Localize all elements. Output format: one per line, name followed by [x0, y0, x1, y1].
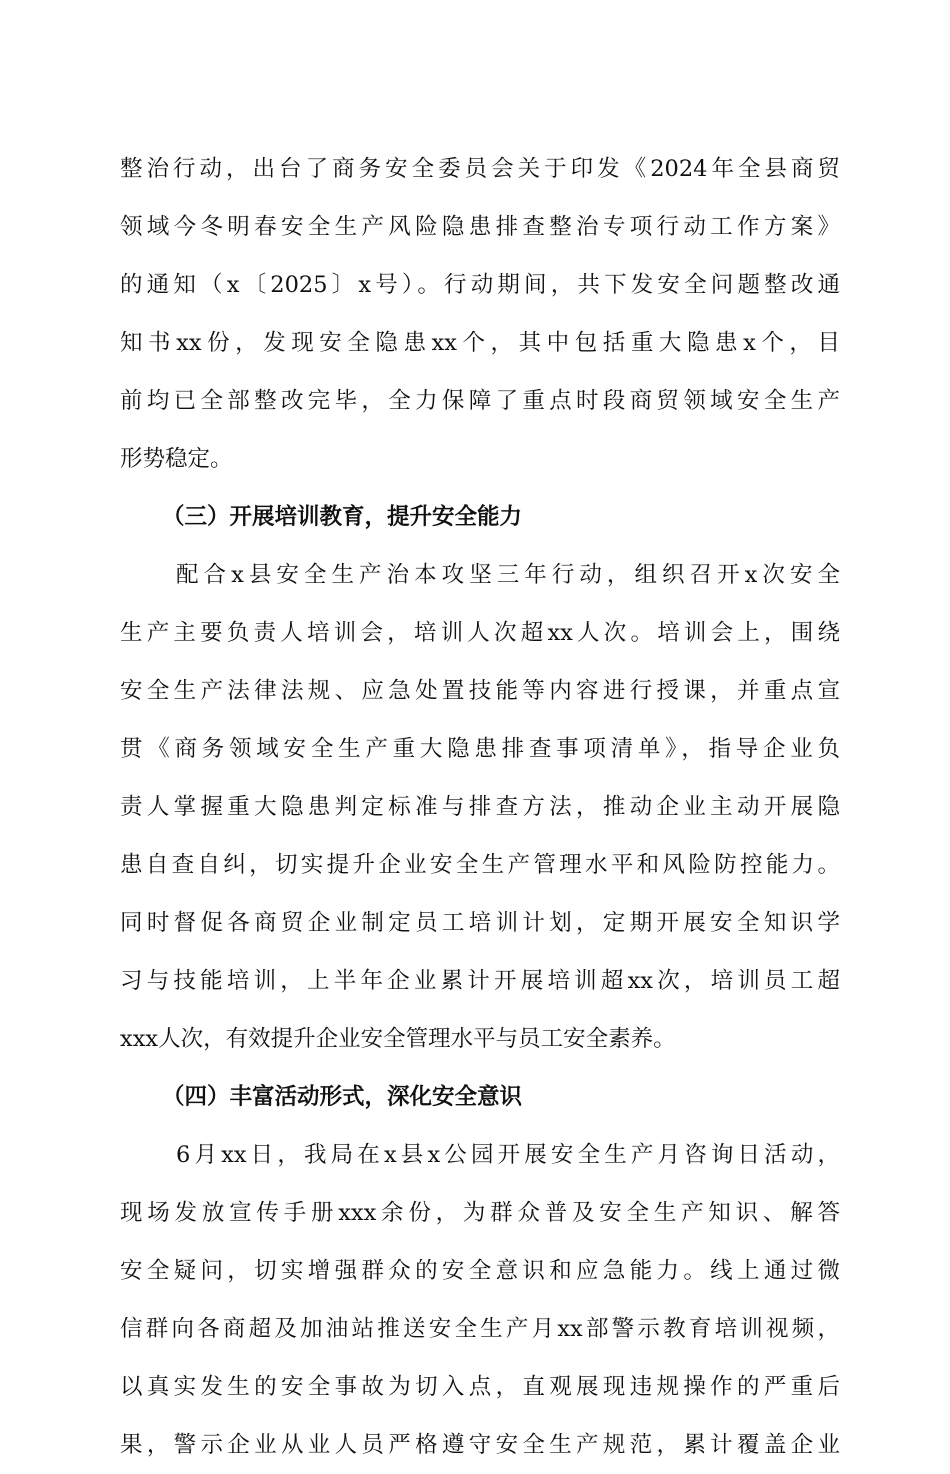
paragraph-line: 领域今冬明春安全生产风险隐患排查整治专项行动工作方案》: [120, 214, 840, 240]
paragraph-line: 安全生产法律法规、应急处置技能等内容进行授课，并重点宣: [120, 678, 840, 704]
paragraph-line-first: 配合x县安全生产治本攻坚三年行动，组织召开x次安全: [176, 562, 840, 588]
paragraph-line: 现场发放宣传手册xxx余份，为群众普及安全生产知识、解答: [120, 1200, 840, 1226]
paragraph-line: 整治行动，出台了商务安全委员会关于印发《2024年全县商贸: [120, 156, 840, 182]
paragraph-line: 同时督促各商贸企业制定员工培训计划，定期开展安全知识学: [120, 910, 840, 936]
paragraph-line: 生产主要负责人培训会，培训人次超xx人次。培训会上，围绕: [120, 620, 840, 646]
paragraph-line: 的通知（x〔2025〕x号）。行动期间，共下发安全问题整改通: [120, 272, 840, 298]
paragraph-line: 知书xx份，发现安全隐患xx个，其中包括重大隐患x个，目: [120, 330, 840, 356]
paragraph-line: 患自查自纠，切实提升企业安全生产管理水平和风险防控能力。: [120, 852, 840, 878]
section-heading-3: （三）开展培训教育，提升安全能力: [162, 504, 523, 530]
paragraph-line-last: 形势稳定。: [120, 446, 233, 472]
section-heading-4: （四）丰富活动形式，深化安全意识: [162, 1084, 523, 1110]
paragraph-line: 信群向各商超及加油站推送安全生产月xx部警示教育培训视频，: [120, 1316, 840, 1342]
paragraph-line: 前均已全部整改完毕，全力保障了重点时段商贸领域安全生产: [120, 388, 840, 414]
paragraph-line: 果，警示企业从业人员严格遵守安全生产规范，累计覆盖企业: [120, 1432, 840, 1458]
paragraph-line: 安全疑问，切实增强群众的安全意识和应急能力。线上通过微: [120, 1258, 840, 1284]
paragraph-line: 责人掌握重大隐患判定标准与排查方法，推动企业主动开展隐: [120, 794, 840, 820]
paragraph-line: 习与技能培训，上半年企业累计开展培训超xx次，培训员工超: [120, 968, 840, 994]
paragraph-line-first: 6月xx日，我局在x县x公园开展安全生产月咨询日活动，: [176, 1142, 840, 1168]
document-body: [120, 140, 840, 1474]
paragraph-line: 以真实发生的安全事故为切入点，直观展现违规操作的严重后: [120, 1374, 840, 1400]
paragraph-line-last: xxx人次，有效提升企业安全管理水平与员工安全素养。: [120, 1026, 676, 1052]
paragraph-line: 贯《商务领域安全生产重大隐患排查事项清单》，指导企业负: [120, 736, 840, 762]
